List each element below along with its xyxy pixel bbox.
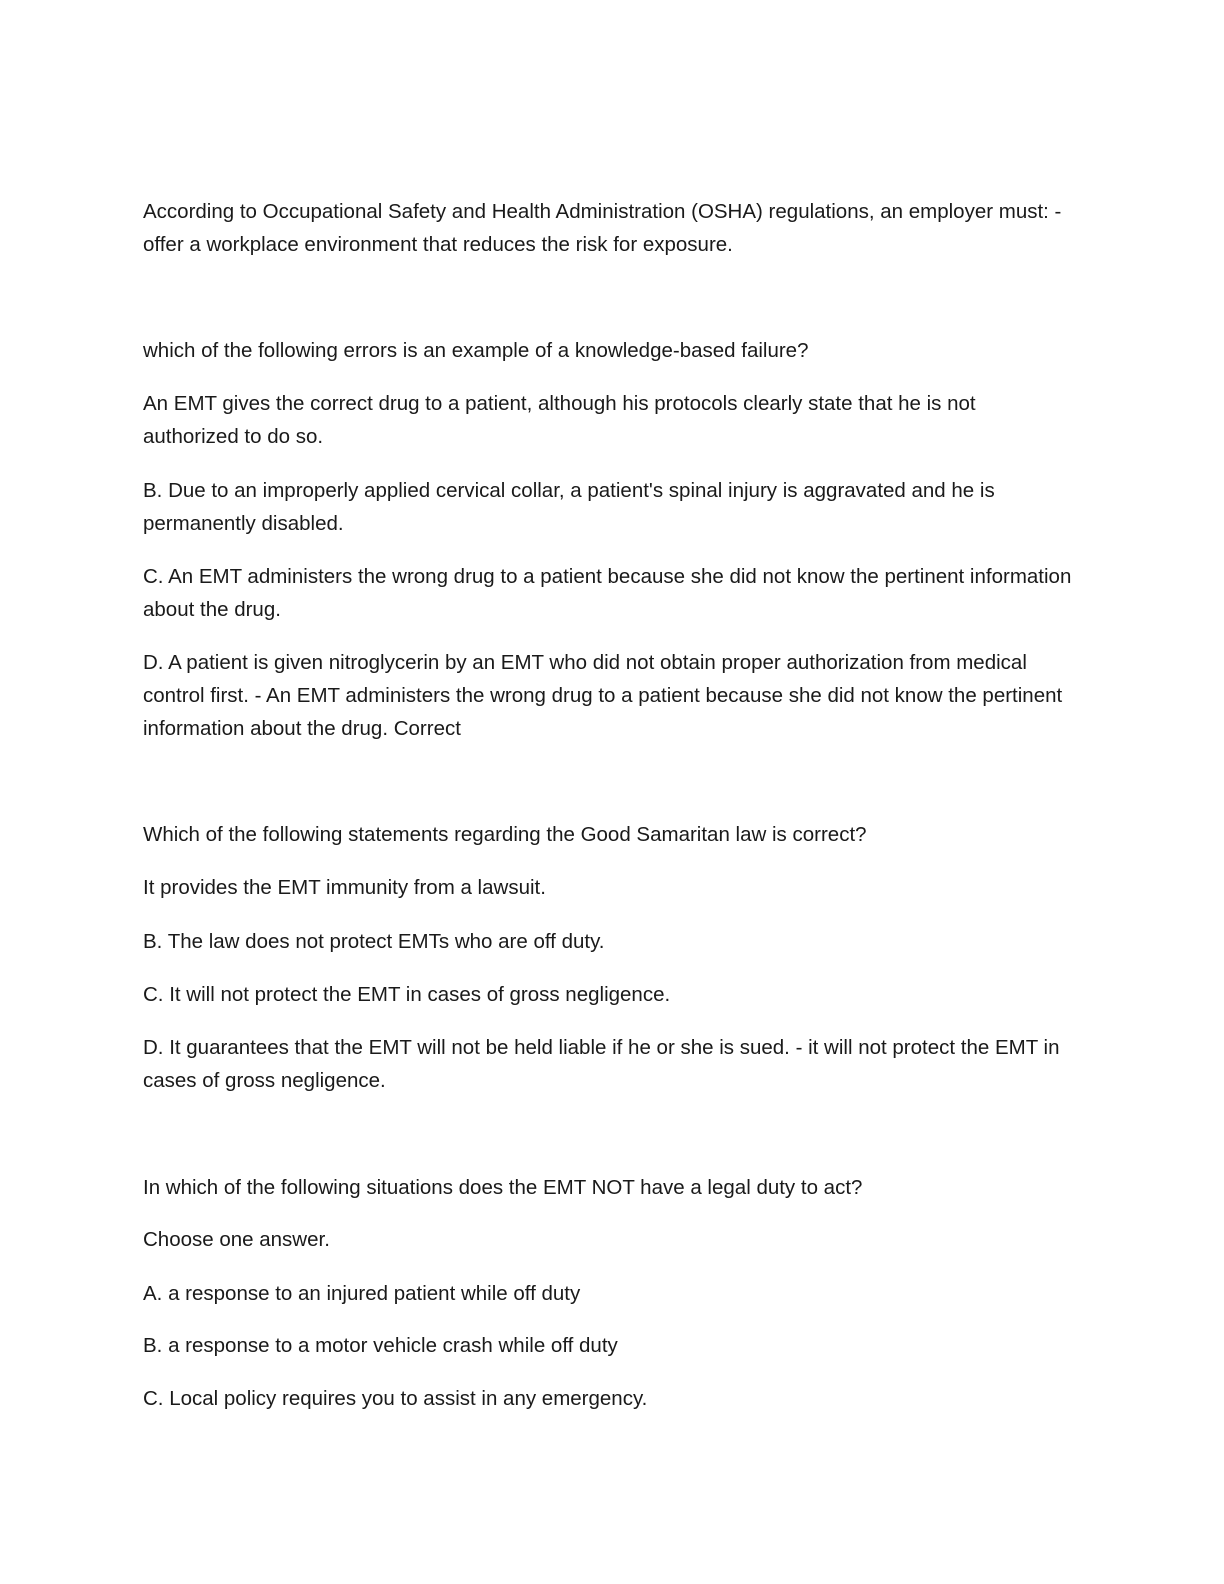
question-3-option-a: A. a response to an injured patient while off duty: [143, 1282, 581, 1305]
question-1-option-a: An EMT gives the correct drug to a patient, although his protocols clearly state that he is not authorized to do so.: [143, 392, 976, 448]
question-2-option-a: It provides the EMT immunity from a lawsuit.: [143, 876, 546, 899]
question-3-option-c: C. Local policy requires you to assist in any emergency.: [143, 1387, 648, 1410]
question-3-option-b: B. a response to a motor vehicle crash while off duty: [143, 1334, 618, 1357]
question-3-instruction: Choose one answer.: [143, 1228, 330, 1251]
question-3: In which of the following situations does the EMT NOT have a legal duty to act?: [143, 1176, 863, 1199]
osha-paragraph: According to Occupational Safety and Health Administration (OSHA) regulations, an employer must: - offer a workplace environment that reduces the risk for exposure.: [143, 200, 1062, 256]
question-2-option-c: C. It will not protect the EMT in cases of gross negligence.: [143, 983, 671, 1006]
question-1-option-c: C. An EMT administers the wrong drug to a patient because she did not know the pertinent information about the drug.: [143, 565, 1072, 621]
question-2-option-d: D. It guarantees that the EMT will not be held liable if he or she is sued. - it will not protect the EMT in cases of gross negligence.: [143, 1036, 1060, 1092]
question-1: which of the following errors is an example of a knowledge-based failure?: [143, 339, 809, 362]
question-1-option-d: D. A patient is given nitroglycerin by an EMT who did not obtain proper authorization from medical control first. - An EMT administers the wrong drug to a patient because she did not know the pertinent information about the drug. Correct: [143, 651, 1063, 740]
question-1-option-b: B. Due to an improperly applied cervical collar, a patient's spinal injury is aggravated and he is permanently disabled.: [143, 479, 995, 535]
question-2: Which of the following statements regarding the Good Samaritan law is correct?: [143, 823, 867, 846]
question-2-option-b: B. The law does not protect EMTs who are off duty.: [143, 930, 605, 953]
